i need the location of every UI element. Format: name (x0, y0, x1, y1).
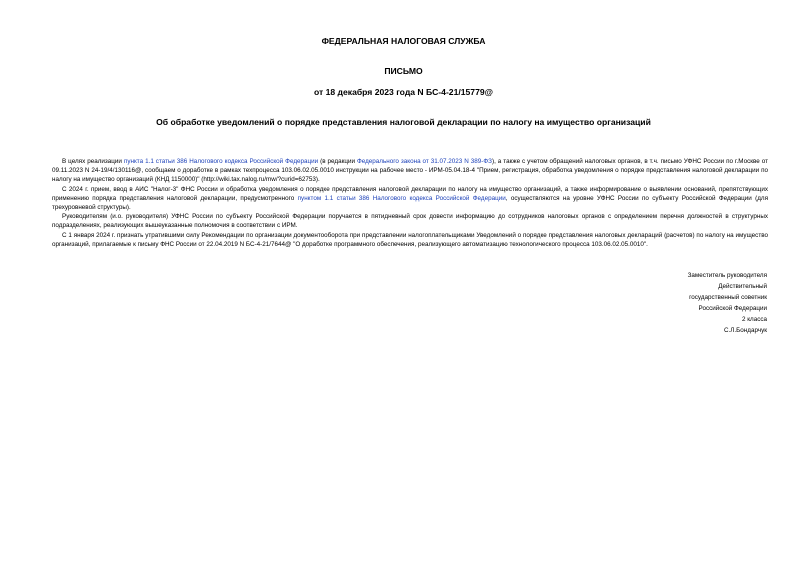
link-federal-law-389[interactable]: Федерального закона от 31.07.2023 N 389-ФЗ (356, 158, 492, 165)
paragraph-1-text-a: В целях реализации (62, 158, 124, 165)
signature-position: Заместитель руководителя (687, 272, 767, 279)
paragraph-2-text-a: С 2024 г. прием, ввод в АИС "Налог-3" ФНС России и обработка уведомления о порядке представления налоговой декларации по налогу на имущество организаций, а также информирование о выявлении оснований, препятствующих применению порядка представления налоговой декларации, предусмотренного (52, 185, 768, 202)
signature-name: С.Л.Бондарчук (723, 327, 767, 334)
paragraph-1-text-b: (в редакции (318, 158, 357, 165)
signature-rank-line-2: государственный советник (689, 294, 767, 301)
paragraph-3: Руководителям (и.о. руководителя) УФНС России по субъекту Российской Федерации поручается в пятидневный срок довести информацию до сотрудников налоговых органов с определением перечня должностей в структурных подразделениях, реализующих вышеуказанные полномочия в соответствии с ИРМ. (52, 213, 768, 230)
link-article-386-clause-1-1-second[interactable]: пунктом 1.1 статьи 386 Налогового кодекса Российской Федерации (297, 194, 506, 202)
paragraph-2-text-b: , осуществляются на уровне УФНС России по субъекту Российской Федерации (для трехуровневой структуры). (52, 194, 768, 212)
paragraph-4: С 1 января 2024 г. признать утратившими силу Рекомендации по организации документооборота при представлении налогоплательщиками Уведомлений о порядке представления налоговых деклараций (расчетов) по налогу на имущество организаций, прилагаемые к письму ФНС России от 22.04.2019 N БС-4-21/7644@ "О доработке программного обеспечения, реализующего автоматизацию технологического процесса 103.06.02.05.0010". (52, 231, 768, 248)
signature-block (607, 270, 767, 336)
paragraph-1 (52, 157, 768, 185)
document-body (52, 157, 768, 249)
link-article-386-clause-1-1[interactable]: пункта 1.1 статьи 386 Налогового кодекса Российской Федерации (123, 158, 319, 165)
signature-rank-line-1: Действительный (718, 283, 767, 290)
signature-rank-line-3: Российской Федерации (698, 305, 767, 312)
organization-name: ФЕДЕРАЛЬНАЯ НАЛОГОВАЯ СЛУЖБА (321, 36, 486, 46)
signature-rank-line-4: 2 класса (741, 316, 767, 323)
paragraph-2 (52, 185, 768, 213)
paragraph-1-text-c: ), а также с учетом обращений налоговых органов, в т.ч. письмо УФНС России по г.Москве от 09.11.2023 N 24-19/4/130116@, сообщаем о доработке в рамках техпроцесса 103.06.02.05.0010 инструкции на рабочее место - ИРМ-05.04.18-4 "Прием, регистрация, обработка уведомления о порядке представления налоговой декларации по налогу на имущество организаций (КНД 1150000)" (http://wiki.tax.nalog.ru/mw/?curid=62753). (52, 158, 768, 184)
document-subject: Об обработке уведомлений о порядке представления налоговой декларации по налогу на имущество организаций (156, 117, 651, 127)
document-type: ПИСЬМО (384, 66, 423, 76)
document-date-number: от 18 декабря 2023 года N БС-4-21/15779@ (313, 87, 494, 97)
